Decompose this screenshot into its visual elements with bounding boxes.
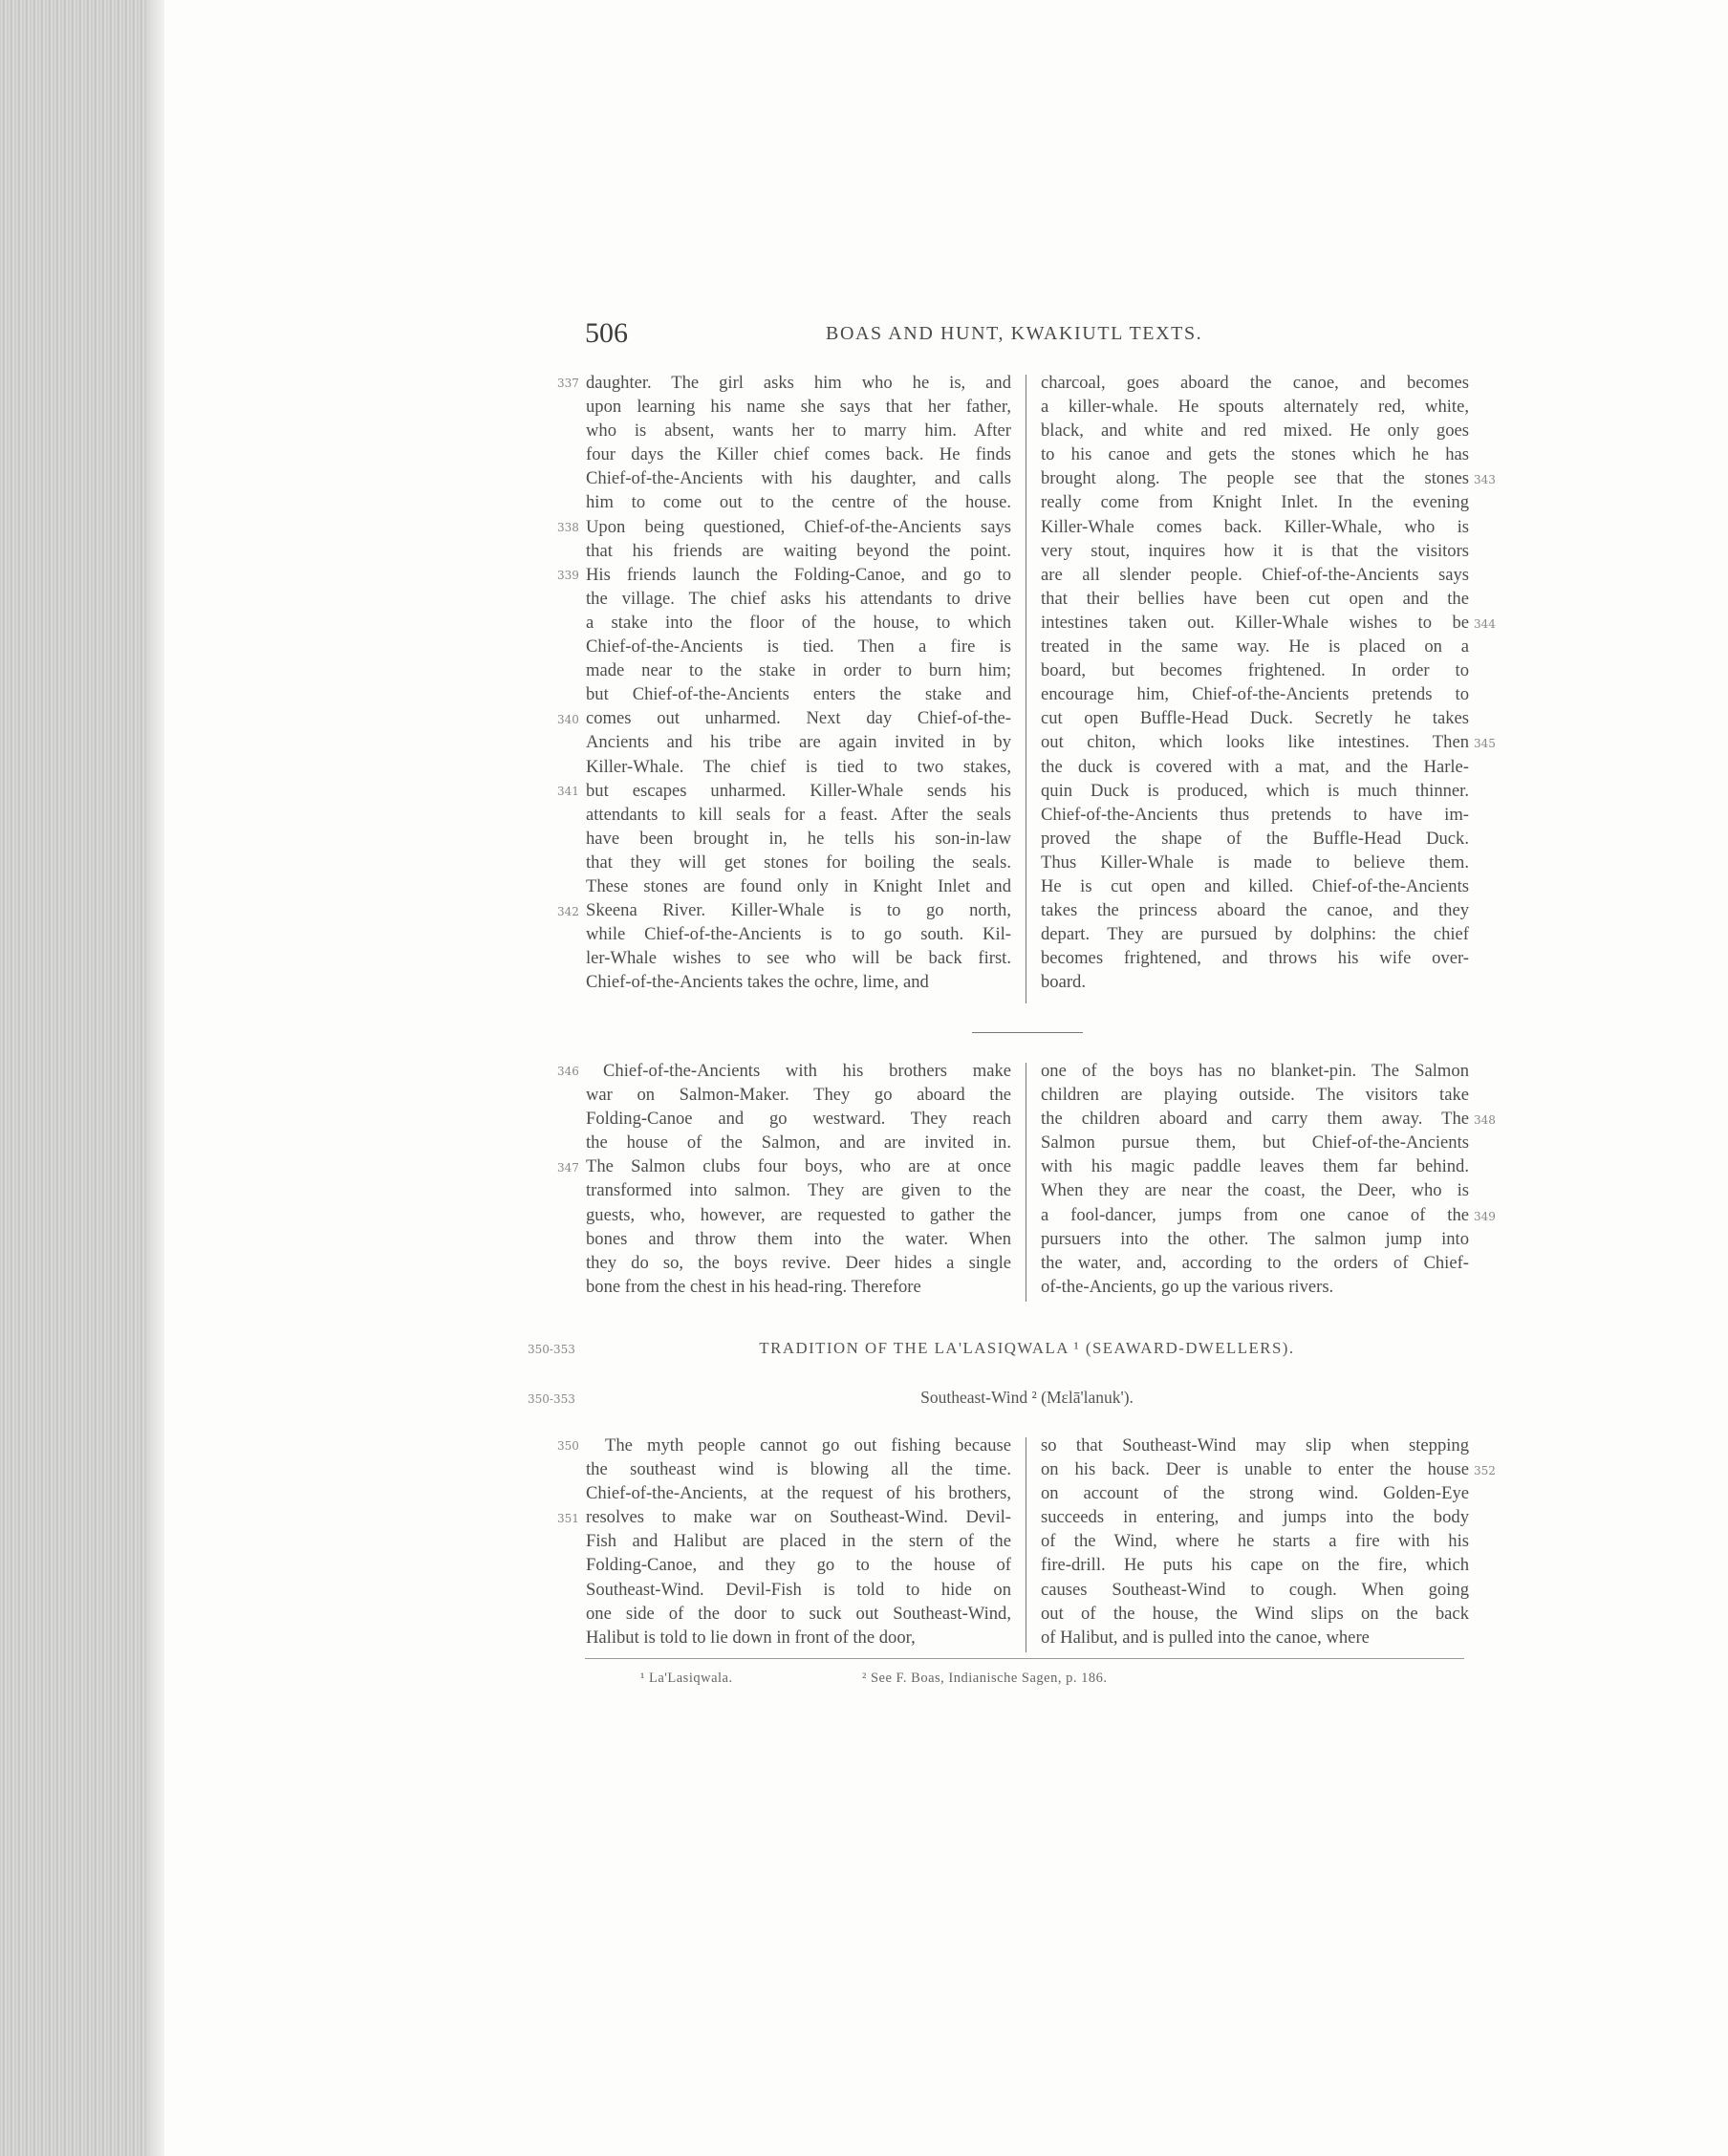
margin-line-number: 346 [557, 1065, 579, 1078]
text-line: to his canoe and gets the stones which he has [1041, 444, 1469, 465]
margin-line-number: 345 [1474, 737, 1496, 750]
text-line: transformed into salmon. They are given to the [586, 1180, 1011, 1201]
text-line: Chief-of-the-Ancients takes the ochre, lime, and [586, 972, 929, 993]
text-line: a fool-dancer, jumps from one canoe of the [1041, 1204, 1469, 1225]
text-line: The myth people cannot go out fishing because [605, 1435, 1011, 1455]
text-line: succeeds in entering, and jumps into the body [1041, 1507, 1469, 1528]
text-line: the water, and, according to the orders of Chief- [1041, 1252, 1469, 1273]
section-range: 350-353 [528, 1343, 575, 1356]
text-line: quin Duck is produced, which is much thinner. [1041, 780, 1469, 801]
footnote-1: ¹ La'Lasiqwala. [640, 1671, 733, 1686]
text-line: Killer-Whale comes back. Killer-Whale, who is [1041, 516, 1469, 537]
text-line: that their bellies have been cut open and the [1041, 588, 1469, 609]
page-header [585, 317, 1598, 356]
section2-left-column [586, 1059, 1011, 1299]
text-line: war on Salmon-Maker. They go aboard the [586, 1085, 1011, 1106]
text-line: Chief-of-the-Ancients is tied. Then a fire is [586, 636, 1011, 658]
text-line: a stake into the floor of the house, to which [586, 612, 1011, 633]
section2-right-column [1041, 1059, 1469, 1299]
text-line: really come from Knight Inlet. In the evening [1041, 492, 1469, 513]
text-line: He is cut open and killed. Chief-of-the-Ancients [1041, 875, 1469, 896]
text-line: board, but becomes frightened. In order to [1041, 660, 1469, 681]
section1-left-column [586, 371, 1011, 994]
text-line: the children aboard and carry them away. The [1041, 1109, 1469, 1130]
margin-line-number: 350 [557, 1439, 579, 1453]
text-line: the southeast wind is blowing all the time. [586, 1459, 1011, 1480]
footnote-rule [585, 1658, 1464, 1659]
text-line: brought along. The people see that the stones [1041, 468, 1469, 489]
text-line: the duck is covered with a mat, and the Harle- [1041, 756, 1469, 777]
text-line: are all slender people. Chief-of-the-Ancients says [1041, 564, 1469, 585]
margin-line-number: 349 [1474, 1210, 1496, 1223]
text-line: the house of the Salmon, and are invited in. [586, 1132, 1011, 1153]
text-line: have been brought in, he tells his son-in-law [586, 828, 1011, 849]
text-line: pursuers into the other. The salmon jump into [1041, 1228, 1469, 1249]
text-line: Fish and Halibut are placed in the stern of the [586, 1531, 1011, 1552]
text-line: guests, who, however, are requested to gather the [586, 1204, 1011, 1225]
margin-line-number: 348 [1474, 1113, 1496, 1127]
text-line: Southeast-Wind. Devil-Fish is told to hide on [586, 1579, 1011, 1600]
text-line: of-the-Ancients, go up the various rivers. [1041, 1276, 1334, 1297]
text-line: very stout, inquires how it is that the visitors [1041, 540, 1469, 561]
section1-right-column [1041, 371, 1469, 994]
text-line: on his back. Deer is unable to enter the house [1041, 1459, 1469, 1480]
text-line: Chief-of-the-Ancients with his daughter, and calls [586, 468, 1011, 489]
margin-line-number: 343 [1474, 473, 1496, 486]
text-line: out chiton, which looks like intestines. Then [1041, 732, 1469, 753]
section-range: 350-353 [528, 1392, 575, 1406]
text-line: Upon being questioned, Chief-of-the-Ancients says [586, 516, 1011, 537]
margin-line-number: 342 [557, 905, 579, 918]
margin-line-number: 338 [557, 521, 579, 534]
text-line: one side of the door to suck out Southeast-Wind, [586, 1603, 1011, 1624]
section3-left-column [586, 1434, 1011, 1649]
text-line: bones and throw them into the water. When [586, 1228, 1011, 1249]
text-line: Thus Killer-Whale is made to believe them. [1041, 852, 1469, 873]
text-line: that his friends are waiting beyond the point. [586, 540, 1011, 561]
text-line: the village. The chief asks his attendants to drive [586, 588, 1011, 609]
text-line: but escapes unharmed. Killer-Whale sends his [586, 780, 1011, 801]
text-line: black, and white and red mixed. He only goes [1041, 420, 1469, 442]
text-line: Chief-of-the-Ancients with his brothers make [603, 1061, 1011, 1081]
text-line: Salmon pursue them, but Chief-of-the-Ancients [1041, 1132, 1469, 1153]
text-line: board. [1041, 972, 1086, 993]
text-line: one of the boys has no blanket-pin. The Salmon [1041, 1061, 1469, 1081]
text-line: made near to the stake in order to burn him; [586, 660, 1011, 681]
text-line: while Chief-of-the-Ancients is to go south. Kil- [586, 924, 1011, 945]
text-line: causes Southeast-Wind to cough. When going [1041, 1579, 1469, 1600]
text-line: four days the Killer chief comes back. He finds [586, 444, 1011, 465]
margin-line-number: 347 [557, 1161, 579, 1175]
text-line: Skeena River. Killer-Whale is to go north, [586, 900, 1011, 921]
text-line: When they are near the coast, the Deer, who is [1041, 1180, 1469, 1201]
text-line: His friends launch the Folding-Canoe, and go to [586, 564, 1011, 585]
text-line: of the Wind, where he starts a fire with his [1041, 1531, 1469, 1552]
text-line: charcoal, goes aboard the canoe, and becomes [1041, 373, 1469, 393]
text-line: who is absent, wants her to marry him. After [586, 420, 1011, 442]
text-line: cut open Buffle-Head Duck. Secretly he takes [1041, 708, 1469, 729]
margin-line-number: 352 [1474, 1464, 1496, 1477]
text-line: him to come out to the centre of the house. [586, 492, 1011, 513]
text-line: but Chief-of-the-Ancients enters the stake and [586, 684, 1011, 705]
page-number: 506 [585, 317, 628, 349]
text-line: daughter. The girl asks him who he is, and [586, 373, 1011, 393]
text-line: they do so, the boys revive. Deer hides a single [586, 1252, 1011, 1273]
book-page-edges [0, 0, 164, 2156]
section3-right-column [1041, 1434, 1469, 1649]
margin-line-number: 340 [557, 713, 579, 726]
text-line: attendants to kill seals for a feast. After the seals [586, 804, 1011, 825]
tradition-title: TRADITION OF THE LA'LASIQWALA ¹ (SEAWARD-DWELLERS). [759, 1339, 1295, 1357]
text-line: on account of the strong wind. Golden-Eye [1041, 1483, 1469, 1504]
text-line: bone from the chest in his head-ring. Therefore [586, 1276, 921, 1297]
text-line: The Salmon clubs four boys, who are at once [586, 1156, 1011, 1177]
text-line: treated in the same way. He is placed on a [1041, 636, 1469, 658]
text-line: takes the princess aboard the canoe, and they [1041, 900, 1469, 921]
text-line: fire-drill. He puts his cape on the fire, which [1041, 1555, 1469, 1576]
text-line: of Halibut, and is pulled into the canoe, where [1041, 1627, 1370, 1648]
text-line: with his magic paddle leaves them far behind. [1041, 1156, 1469, 1177]
margin-line-number: 351 [557, 1512, 579, 1525]
margin-line-number: 337 [557, 377, 579, 390]
text-line: Folding-Canoe and go westward. They reach [586, 1109, 1011, 1130]
section-divider [972, 1032, 1083, 1033]
text-line: that they will get stones for boiling the seals. [586, 852, 1011, 873]
running-title: BOAS AND HUNT, KWAKIUTL TEXTS. [826, 323, 1203, 344]
text-line: These stones are found only in Knight Inlet and [586, 875, 1011, 896]
text-line: a killer-whale. He spouts alternately red, white, [1041, 397, 1469, 418]
text-line: proved the shape of the Buffle-Head Duck. [1041, 828, 1469, 849]
text-line: children are playing outside. The visitors take [1041, 1085, 1469, 1106]
margin-line-number: 341 [557, 785, 579, 798]
text-line: depart. They are pursued by dolphins: the chief [1041, 924, 1469, 945]
text-line: encourage him, Chief-of-the-Ancients pretends to [1041, 684, 1469, 705]
text-line: ler-Whale wishes to see who will be back first. [586, 948, 1011, 969]
story-subtitle: Southeast-Wind ² (Mɛlā'lanuk'). [920, 1388, 1134, 1407]
text-line: comes out unharmed. Next day Chief-of-the- [586, 708, 1011, 729]
margin-line-number: 339 [557, 569, 579, 582]
footnote-2: ² See F. Boas, Indianische Sagen, p. 186. [862, 1671, 1108, 1686]
text-line: Chief-of-the-Ancients thus pretends to have im- [1041, 804, 1469, 825]
text-line: upon learning his name she says that her father, [586, 397, 1011, 418]
text-line: Killer-Whale. The chief is tied to two stakes, [586, 756, 1011, 777]
margin-line-number: 344 [1474, 617, 1496, 631]
text-line: out of the house, the Wind slips on the back [1041, 1603, 1469, 1624]
text-line: Chief-of-the-Ancients, at the request of his brothers, [586, 1483, 1011, 1504]
text-line: becomes frightened, and throws his wife over- [1041, 948, 1469, 969]
text-line: so that Southeast-Wind may slip when stepping [1041, 1435, 1469, 1455]
text-line: Ancients and his tribe are again invited in by [586, 732, 1011, 753]
text-line: resolves to make war on Southeast-Wind. Devil- [586, 1507, 1011, 1528]
text-line: Halibut is told to lie down in front of the door, [586, 1627, 916, 1648]
text-line: Folding-Canoe, and they go to the house of [586, 1555, 1011, 1576]
text-line: intestines taken out. Killer-Whale wishes to be [1041, 612, 1469, 633]
